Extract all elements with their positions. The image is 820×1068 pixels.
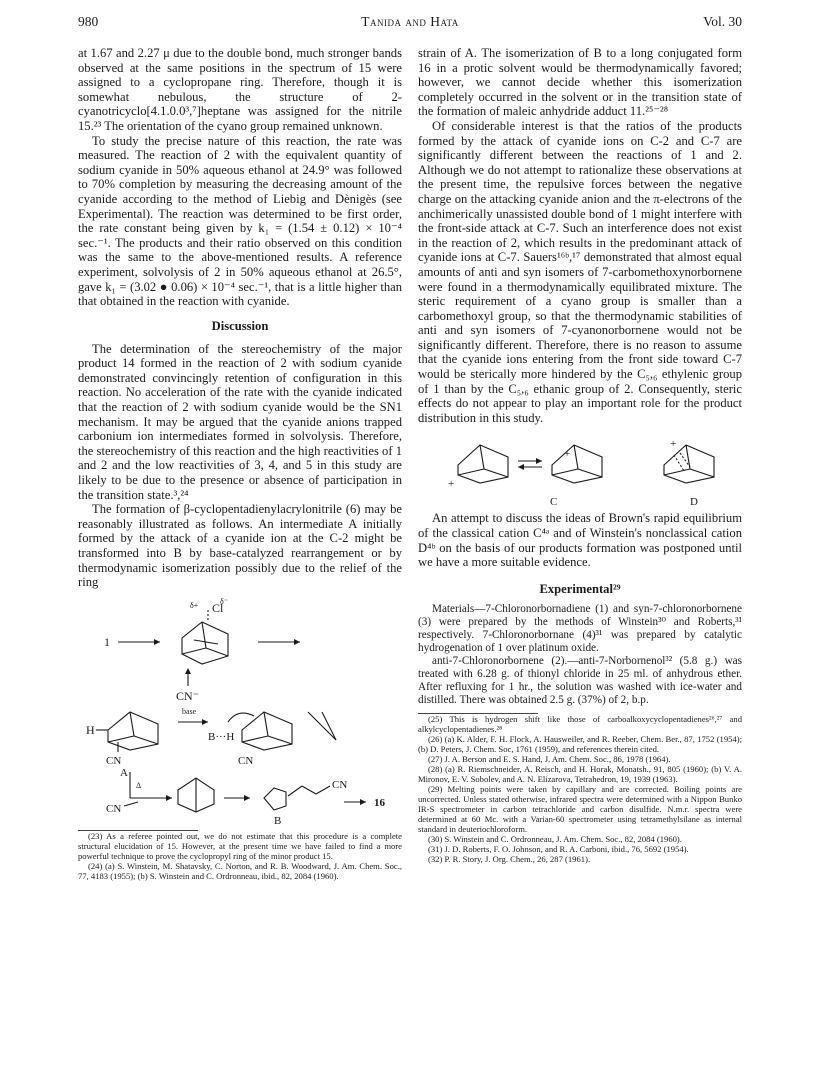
svg-text:C: C bbox=[550, 496, 558, 509]
svg-text:CN: CN bbox=[106, 802, 122, 815]
cyclopentadiene-acrylonitrile-structure bbox=[264, 786, 330, 810]
discussion-heading: Discussion bbox=[211, 318, 269, 333]
footnote: (30) S. Winstein and C. Ordronneau, J. Am. Chem. Soc., 82, 2084 (1960). bbox=[428, 833, 682, 844]
svg-text:Cl: Cl bbox=[212, 600, 224, 615]
running-title: Tanida and Hata bbox=[361, 14, 459, 29]
paragraph: Of considerable interest is that the ratios of the products formed by the attack of cyanide ions on C-2 and C-7 are significantly different between the reactions of 1 and 2. Although we do not attempt to rationalize these observations at the present time, the repulsive forces between the negative charge on the attacking cyanide anion and the π-electrons of the anchimerically unassisted double bond of 1 might interfere with the front-side attack at C-7. Such an interference does not exist in the reaction of 2, which results in the predominant attack of cyanide ions at C-7. Sauers¹⁶ᵇ,¹⁷ demonstrated that almost equal amounts of anti and syn isomers of 7-carbomethoxynorbornene were found in a thermodynamically equilibrated mixture. The steric requirement of a cyano group is smaller than a carbomethoxyl group, so that the thermodynamic stabilities of anti and syn isomers of 7-cyanonorbornene would not be significantly different. Therefore, there is no reason to assume that the cyanide ions entering from the front side toward C-7 would be sterically more hindered by the C₅,₆ ethylenic group of 1 than by the C₅,₆ ethanic group of 2. Consequently, steric effects do not appear to play an important role for the product distribution in this study. bbox=[418, 118, 742, 425]
footnote: (26) (a) K. Alder, F. H. Flock, A. Hausweiler, and R. Reeber, Chem. Ber., 87, 1752 (1954); (b) D. Peters, J. Chem. Soc, 1761 (1959), and references therein cited. bbox=[418, 733, 742, 754]
svg-text:δ+: δ+ bbox=[190, 600, 199, 610]
svg-text:16: 16 bbox=[374, 796, 385, 809]
footnote: (23) As a referee pointed out, we do not estimate that this procedure is a complete structural elucidation of 15. However, at the present time we have failed to find a more powerful technique to prove the cyclopropyl ring of the minor product 15. bbox=[78, 830, 402, 861]
nonclassical-cation-structure bbox=[664, 445, 714, 483]
svg-text:H: H bbox=[86, 722, 95, 737]
svg-text:CN⁻: CN⁻ bbox=[176, 688, 200, 703]
volume-number: Vol. 30 bbox=[703, 14, 742, 29]
footnotes-left bbox=[78, 831, 402, 881]
footnote: (25) This is hydrogen shift like those of carboalkoxycyclopentadienes²⁶,²⁷ and alkylcyclopentadienes.²⁸ bbox=[418, 713, 742, 734]
svg-text:δ⁻: δ⁻ bbox=[220, 596, 228, 606]
svg-text:B···H: B···H bbox=[208, 730, 235, 743]
norbornene-cation-structure bbox=[182, 610, 228, 664]
svg-text:+: + bbox=[670, 438, 677, 451]
svg-text:CN: CN bbox=[106, 754, 122, 767]
cation-equilibrium-figure bbox=[418, 425, 742, 511]
paragraph: The formation of β-cyclopentadienylacrylonitrile (6) may be reasonably illustrated as follows. An intermediate A initially formed by the attack of a cyanide ion at the C-2 might be transformed into B by base-catalyzed rearrangement or by thermodynamic isomerization possibly due to the relief of the ring bbox=[78, 502, 402, 590]
svg-text:CN: CN bbox=[332, 778, 348, 791]
svg-text:base: base bbox=[182, 706, 197, 716]
footnote: (29) Melting points were taken by capillary and are corrected. Boiling points are uncorrected. Unless stated otherwise, infrared spectra were determined with a Nippon Bunko IR-S spectrometer in carbon tetrachloride and carbon disulfide. N.m.r. spectra were determined at 60 Mc. with a Varian-60 spectrometer using tetramethylsilane as internal standard in deuteriochloroform. bbox=[418, 783, 742, 834]
footnote: (32) P. R. Story, J. Org. Chem., 26, 287 (1961). bbox=[428, 853, 591, 864]
footnote: (28) (a) R. Riemschneider, A. Reisch, and H. Horak, Monatsh., 91, 805 (1960); (b) V. A. Mironov, E. V. Sobolev, and A. N. Elizarova, Tetrahedron, 19, 1939 (1963). bbox=[418, 763, 742, 784]
svg-text:D: D bbox=[690, 496, 698, 509]
left-column bbox=[78, 46, 402, 881]
right-column bbox=[418, 46, 742, 864]
compound-label: 1 bbox=[104, 634, 110, 649]
experimental-heading: Experimental²⁹ bbox=[539, 581, 621, 596]
rearrangement-structure bbox=[228, 712, 336, 750]
paragraph: strain of A. The isomerization of B to a long conjugated form 16 in a protic solvent would be thermodynamically favored; however, we cannot decide whether this isomerization completely occurred in the solvent or in the transition state of the formation of maleic anhydride adduct 11.²⁵⁻²⁸ bbox=[418, 46, 742, 119]
svg-text:B: B bbox=[274, 814, 282, 826]
footnote: (27) J. A. Berson and E. S. Hand, J. Am. Chem. Soc., 86, 1978 (1964). bbox=[428, 753, 671, 764]
classical-cation-structure bbox=[552, 445, 602, 483]
paragraph: Materials—7-Chloronorbornadiene (1) and syn-7-chloronorbornene (3) were prepared by the methods of Winstein³⁰ and Roberts,³¹ respectively. 7-Chloronorbornane (4)³¹ was prepared by catalytic hydrogenation of 1 over platinum oxide. bbox=[418, 602, 742, 654]
reaction-scheme bbox=[78, 590, 402, 826]
paragraph: To study the precise nature of this reaction, the rate was measured. The reaction of 2 with the equivalent quantity of sodium cyanide in 50% aqueous ethanol at 24.9° was followed to 70% completion by measuring the decreasing amount of the cyanide according to the method of Liebig and Dènigès (see Experimental). The reaction was determined to be first order, the rate constant being given by k₁ = (1.54 ± 0.12) × 10⁻⁴ sec.⁻¹. The products and their ratio observed on this condition was the same to the above-mentioned results. A reference experiment, solvolysis of 2 in 50% aqueous ethanol at 26.5°, gave k₁ = (3.02 ● 0.06) × 10⁻⁴ sec.⁻¹, that is a little higher than that obtained in the reaction with cyanide. bbox=[78, 133, 402, 309]
intermediate-B-structure bbox=[178, 778, 214, 812]
footnotes-right bbox=[418, 714, 742, 864]
svg-text:+: + bbox=[564, 448, 571, 461]
running-header bbox=[78, 14, 742, 34]
svg-text:A: A bbox=[120, 766, 128, 779]
intermediate-A-structure bbox=[108, 712, 158, 752]
paragraph: The determination of the stereochemistry of the major product 14 formed in the reaction of 2 with sodium cyanide demonstrated convincingly retention of configuration in this reaction. No acceleration of the rate with the cyanide indicated that the reaction of 2 with sodium cyanide would be the SN1 mechanism. It may be argued that the cyanide anions trapped carbonium ion intermediates formed in solvolysis. Therefore, the stereochemistry of this reaction and the high reactivities of 1 and 2 and the low reactivities of 3, 4, and 5 in this study are likely to be due to the presence or absence of participation in the transition state.³,²⁴ bbox=[78, 341, 402, 502]
svg-text:CN: CN bbox=[238, 754, 254, 767]
footnote: (31) J. D. Roberts, F. O. Johnson, and R. A. Carboni, ibid., 76, 5692 (1954). bbox=[428, 843, 689, 854]
experimental-section bbox=[418, 603, 742, 707]
page-number: 980 bbox=[78, 14, 99, 29]
svg-text:Δ: Δ bbox=[136, 780, 142, 790]
classical-cation-structure bbox=[458, 445, 508, 483]
paragraph: anti-7-Chloronorbornene (2).—anti-7-Norbornenol³² (5.8 g.) was treated with 6.28 g. of thionyl chloride in 25 ml. of anhydrous ether. After refluxing for 1 hr., the solution was washed with ice-water and distilled. There was obtained 2.5 g. (37%) of 2, b.p. bbox=[418, 654, 742, 706]
footnote: (24) (a) S. Winstein, M. Shatavsky, C. Norton, and R. B. Woodward, J. Am. Chem. Soc., 77, 4183 (1955); (b) S. Winstein and C. Ordronneau, ibid., 82, 2084 (1960). bbox=[78, 860, 402, 881]
paragraph: at 1.67 and 2.27 μ due to the double bond, much stronger bands observed at the same positions in the spectrum of 15 were assigned to a cyclopropane ring. Therefore, though it is somewhat nebulous, the structure of 2-cyanotricyclo[4.1.0.0³,⁷]heptane was assigned for the nitrile 15.²³ The orientation of the cyano group remained unknown. bbox=[78, 46, 402, 133]
paragraph: An attempt to discuss the ideas of Brown's rapid equilibrium of the classical cation C⁴ᵃ and of Winstein's nonclassical cation D⁴ᵇ on the basis of our products formation was postponed until we have a more suitable evidence. bbox=[418, 511, 742, 570]
svg-text:+: + bbox=[448, 478, 455, 491]
